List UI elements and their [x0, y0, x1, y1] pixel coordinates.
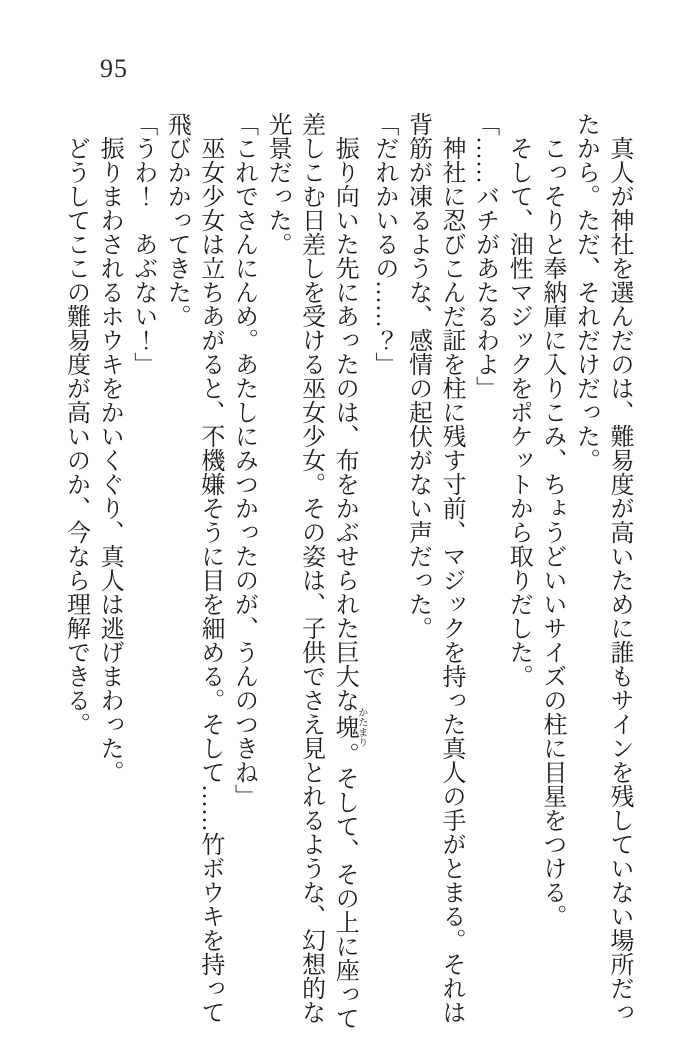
text-column: 「これでさんにんめ。あたしにみつかったのが、うんのつきね」 — [230, 112, 257, 808]
text-column: 背筋が凍るような、感情の起伏がない声だった。 — [404, 112, 431, 640]
text-column: 真人が神社を選んだのは、難易度が高いために誰もサインを残していない場所だっ — [606, 136, 632, 1024]
text-column: こっそりと奉納庫に入りこみ、ちょうどいいサイズの柱に目星をつける。 — [538, 136, 565, 928]
text-column: たから。ただ、それだけだった。 — [572, 112, 599, 472]
furigana-ruby: 塊かたまり — [331, 707, 367, 747]
text-column: 差しこむ日差しを受ける巫女少女。その姿は、子供でさえ見とれるような、幻想的な — [297, 112, 324, 1024]
text-column: 飛びかかってきた。 — [163, 112, 190, 328]
text-column: 「うわ！ あぶない！」 — [129, 112, 156, 376]
text-column: 神社に忍びこんだ証を柱に残す寸前、マジックを持った真人の手がとまる。それは — [438, 136, 465, 1024]
text-column: 振り向いた先にあったのは、布をかぶせられた巨大な塊かたまり。そして、その上に座って — [331, 136, 367, 1030]
text-block — [58, 112, 635, 1034]
text-column: 「……バチがあたるわよ」 — [471, 112, 498, 400]
text-column: 振りまわされるホウキをかいくぐり、真人は逃げまわった。 — [96, 136, 123, 784]
text-column: そして、油性マジックをポケットから取りだした。 — [505, 136, 532, 688]
text-column: どうしてここの難易度が高いのか、今なら理解できる。 — [62, 136, 89, 736]
text-column: 巫女少女は立ちあがると、不機嫌そうに目を細める。そして……竹ボウキを持って — [196, 136, 223, 1024]
page-number: 95 — [100, 54, 128, 83]
text-column: 光景だった。 — [264, 112, 291, 256]
text-column: 「だれかいるの……？」 — [370, 112, 397, 376]
